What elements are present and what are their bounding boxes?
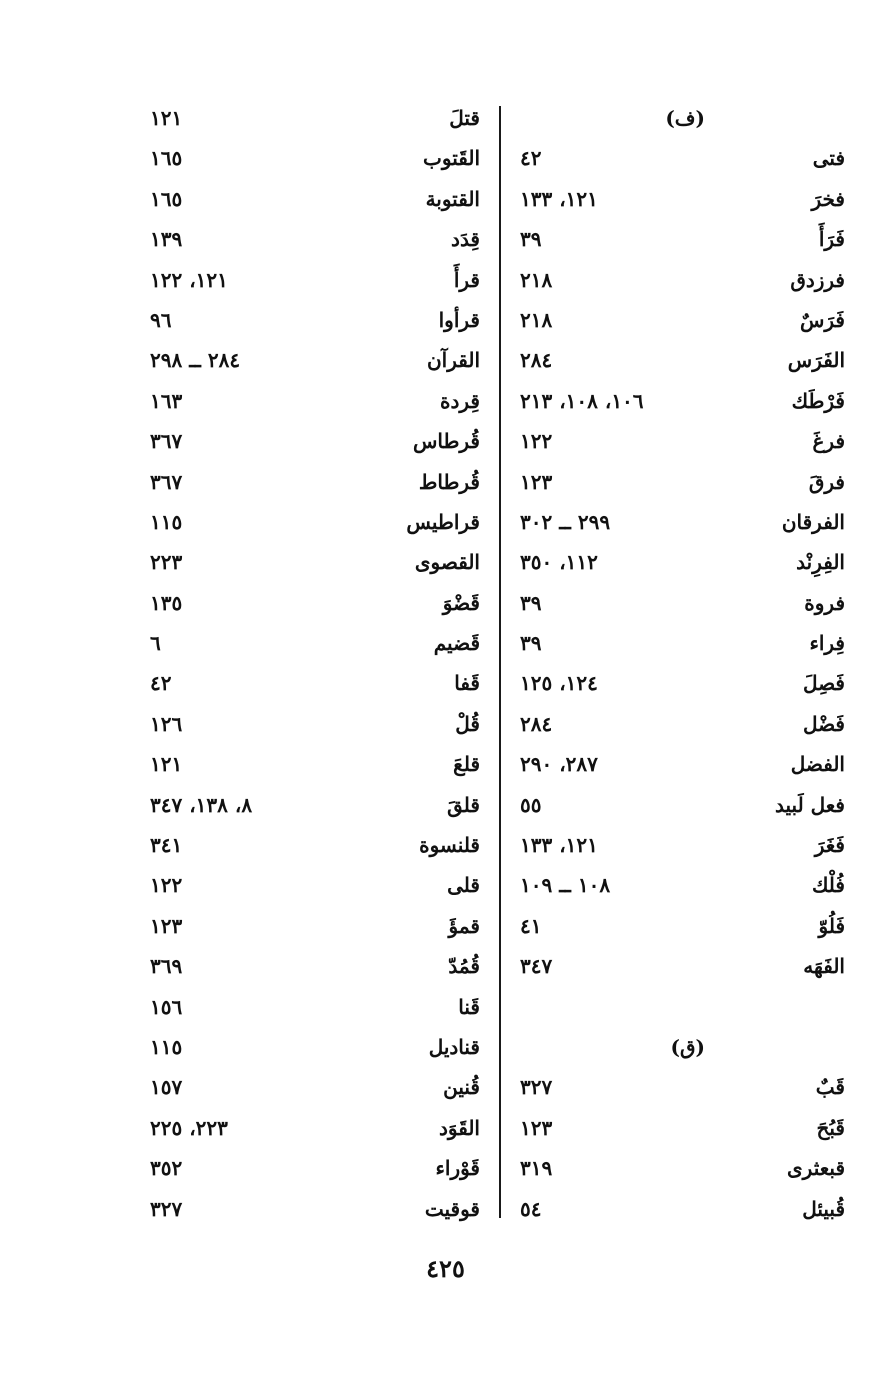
- index-entry: [520, 1189, 845, 1229]
- entry-word: القصوى: [414, 550, 480, 575]
- entry-pages: ٣٢٧: [150, 1196, 183, 1221]
- entry-word: الفِرِنْد: [796, 550, 845, 575]
- entry-word: فرزدق: [790, 267, 845, 292]
- index-entry: [520, 1067, 845, 1107]
- entry-word: فَلُوّ: [818, 913, 845, 938]
- entry-pages: ٤١: [520, 913, 542, 938]
- index-entry: [150, 300, 480, 340]
- entry-pages: ١٥٧: [150, 1075, 183, 1100]
- entry-pages: ١٢١: [150, 106, 183, 130]
- entry-word: قُمُدّ: [448, 954, 480, 979]
- index-entry: [150, 1108, 480, 1148]
- column-divider: [499, 106, 501, 1218]
- entry-word: قمؤَ: [448, 913, 480, 938]
- entry-pages: ٣٦٧: [150, 429, 183, 454]
- index-entry: [150, 583, 480, 623]
- index-entry: [150, 421, 480, 461]
- entry-pages: ١٢٣: [520, 469, 553, 494]
- index-entry: [150, 785, 480, 825]
- index-entry: [520, 906, 845, 946]
- entry-word: فَرْطَك: [791, 388, 845, 413]
- entry-word: قَضْوَ: [442, 590, 480, 615]
- entry-pages: ١٢١: [150, 752, 183, 777]
- index-entry: [150, 825, 480, 865]
- entry-pages: ١٦٣: [150, 388, 183, 413]
- index-entry: [520, 260, 845, 300]
- index-entry: [520, 1148, 845, 1188]
- entry-word: قلى: [447, 873, 480, 898]
- index-entry: [520, 462, 845, 502]
- qaf-entries: [520, 1067, 845, 1229]
- entry-word: قَبُحَ: [816, 1115, 845, 1140]
- section-heading-qaf-label: (ق): [670, 1034, 705, 1059]
- section-gap: [520, 987, 845, 1027]
- index-entry: [520, 1108, 845, 1148]
- index-entry: [150, 542, 480, 582]
- entry-word: قَضيم: [433, 631, 480, 656]
- index-entry: [520, 421, 845, 461]
- index-entry: [150, 987, 480, 1027]
- entry-word: قوقيت: [424, 1196, 480, 1221]
- index-entry: [150, 623, 480, 663]
- entry-word: فرغَ: [812, 429, 845, 454]
- entry-pages: ٥٥: [520, 792, 542, 817]
- index-entry: [520, 946, 845, 986]
- entry-pages: ٣٥٢: [150, 1156, 183, 1181]
- index-entry: [150, 865, 480, 905]
- index-entry: [150, 98, 480, 138]
- entry-pages: ١٦٥: [150, 146, 183, 171]
- index-entry: [520, 825, 845, 865]
- entry-word: قلعَ: [453, 752, 480, 777]
- entry-pages: ٥٤: [520, 1196, 542, 1221]
- index-entry: [150, 381, 480, 421]
- entry-pages: ١٢١، ١٣٣: [520, 186, 598, 211]
- index-entry: [150, 663, 480, 703]
- entry-pages: ٣١٩: [520, 1156, 553, 1181]
- entry-pages: ٨، ١٣٨، ٣٤٧: [150, 792, 253, 817]
- index-entry: [520, 785, 845, 825]
- entry-word: قَوْراء: [435, 1156, 480, 1181]
- entry-word: فَصِلَ: [802, 671, 845, 696]
- fa-entries: [520, 138, 845, 986]
- index-entry: [520, 300, 845, 340]
- entry-pages: ٦: [150, 631, 161, 656]
- entry-pages: ٣٤١: [150, 833, 183, 858]
- page-number: ٤٢٥: [426, 1254, 465, 1283]
- section-heading-fa: [520, 98, 845, 138]
- entry-pages: ٢٩٩ ــ ٣٠٢: [520, 509, 611, 534]
- entry-pages: ٢١٨: [520, 267, 553, 292]
- entry-pages: ٣٦٧: [150, 469, 183, 494]
- index-entry: [520, 340, 845, 380]
- entry-word: الفَهَه: [803, 954, 845, 979]
- entry-word: قُنين: [443, 1075, 480, 1100]
- entry-word: قتلَ: [449, 106, 480, 130]
- entry-pages: ١٢٤، ١٢٥: [520, 671, 598, 696]
- entry-pages: ١١٥: [150, 509, 183, 534]
- index-entry: [520, 179, 845, 219]
- index-entry: [520, 219, 845, 259]
- index-entry: [520, 138, 845, 178]
- index-entry: [150, 462, 480, 502]
- index-entry: [520, 865, 845, 905]
- entry-word: فُلْك: [811, 873, 845, 898]
- entry-pages: ٣٤٧: [520, 954, 553, 979]
- entry-pages: ١٢٣: [150, 913, 183, 938]
- entry-pages: ٣٩: [520, 227, 542, 252]
- entry-word: الفضل: [790, 752, 845, 777]
- left-index-column: [150, 98, 480, 1229]
- entry-word: القَوَد: [438, 1115, 480, 1140]
- entry-pages: ١٢١، ١٣٣: [520, 833, 598, 858]
- entry-pages: ٢٨٤: [520, 711, 553, 736]
- entry-word: القَتوب: [423, 146, 480, 171]
- entry-word: قِدَد: [451, 227, 480, 252]
- entry-pages: ١٦٥: [150, 186, 183, 211]
- index-entry: [150, 138, 480, 178]
- index-entry: [150, 946, 480, 986]
- entry-pages: ١٢٢: [520, 429, 553, 454]
- entry-pages: ١١٢، ٣٥٠: [520, 550, 598, 575]
- index-entry: [520, 744, 845, 784]
- index-entry: [150, 744, 480, 784]
- entry-word: قرأَ: [453, 267, 480, 292]
- entry-word: فرقَ: [808, 469, 845, 494]
- index-entry: [520, 542, 845, 582]
- entry-word: قُرطاط: [418, 469, 480, 494]
- entry-word: قُبيئل: [802, 1196, 845, 1221]
- entry-pages: ٣٦٩: [150, 954, 183, 979]
- entry-pages: ١٢١، ١٢٢: [150, 267, 228, 292]
- entry-pages: ١٠٨ ــ ١٠٩: [520, 873, 611, 898]
- index-entry: [520, 583, 845, 623]
- entry-word: قَبٌ: [815, 1075, 845, 1100]
- entry-word: فَرَسٌ: [799, 307, 845, 332]
- entry-pages: ١١٥: [150, 1034, 183, 1059]
- entry-pages: ٣٩: [520, 590, 542, 615]
- index-entry: [520, 502, 845, 542]
- index-entry: [520, 663, 845, 703]
- entry-pages: ٤٢: [150, 671, 172, 696]
- entry-word: الفَرَس: [787, 348, 845, 373]
- entry-word: فتى: [812, 146, 845, 171]
- index-entry: [520, 381, 845, 421]
- entry-pages: ٢٨٧، ٢٩٠: [520, 752, 598, 777]
- entry-pages: ١٥٦: [150, 994, 183, 1019]
- entry-pages: ١٠٦، ١٠٨، ٢١٣: [520, 388, 644, 413]
- entry-word: قِردة: [440, 388, 480, 413]
- entry-word: قَفا: [454, 671, 480, 696]
- index-entry: [150, 179, 480, 219]
- index-entry: [150, 1148, 480, 1188]
- entry-pages: ٢٢٣، ٢٢٥: [150, 1115, 228, 1140]
- entry-word: الفرقان: [781, 509, 845, 534]
- index-entry: [150, 1189, 480, 1229]
- entry-word: قرأوا: [438, 307, 480, 332]
- entry-word: فَضْل: [802, 711, 845, 736]
- entry-word: قبعثرى: [787, 1156, 845, 1181]
- index-entry: [150, 260, 480, 300]
- entry-pages: ٤٢: [520, 146, 542, 171]
- right-index-column: [520, 98, 845, 1229]
- entry-word: قلنسوة: [419, 833, 480, 858]
- entry-pages: ١٣٩: [150, 227, 183, 252]
- entry-word: فِراء: [809, 631, 845, 656]
- index-entry: [150, 1067, 480, 1107]
- entry-word: قَنا: [458, 994, 480, 1019]
- entry-word: قُلْ: [455, 711, 480, 736]
- entry-word: فروة: [804, 590, 845, 615]
- entry-word: القرآن: [426, 348, 480, 373]
- entry-word: فعل لَبيد: [775, 792, 845, 817]
- entry-word: قُرطاس: [412, 429, 480, 454]
- section-heading-qaf: [520, 1027, 845, 1067]
- index-entry: [150, 219, 480, 259]
- entry-pages: ٢٢٣: [150, 550, 183, 575]
- entry-word: فَغَرَ: [814, 833, 845, 858]
- entry-word: قناديل: [428, 1034, 480, 1059]
- entry-word: فخرَ: [811, 186, 845, 211]
- entry-pages: ١٢٢: [150, 873, 183, 898]
- entry-pages: ٢٨٤: [520, 348, 553, 373]
- entry-pages: ١٢٣: [520, 1115, 553, 1140]
- entry-word: القتوبة: [425, 186, 480, 211]
- entry-pages: ٢٨٤ ــ ٢٩٨: [150, 348, 241, 373]
- index-entry: [150, 502, 480, 542]
- index-entry: [150, 906, 480, 946]
- entry-word: قراطيس: [406, 509, 480, 534]
- entry-pages: ١٣٥: [150, 590, 183, 615]
- entry-word: فَرَأَ: [818, 227, 845, 252]
- entry-pages: ٣٢٧: [520, 1075, 553, 1100]
- index-entry: [520, 623, 845, 663]
- index-entry: [150, 1027, 480, 1067]
- entry-word: قلقَ: [447, 792, 480, 817]
- entry-pages: ١٢٦: [150, 711, 183, 736]
- index-entry: [150, 704, 480, 744]
- index-entry: [520, 704, 845, 744]
- entry-pages: ٣٩: [520, 631, 542, 656]
- section-heading-fa-label: (ف): [665, 106, 705, 130]
- entry-pages: ٢١٨: [520, 307, 553, 332]
- entry-pages: ٩٦: [150, 307, 172, 332]
- index-entry: [150, 340, 480, 380]
